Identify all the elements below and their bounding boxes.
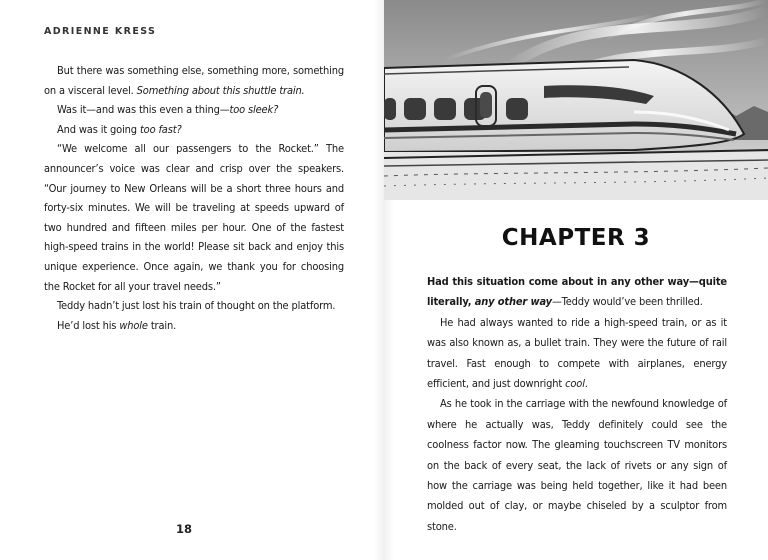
right-body-text <box>427 272 727 537</box>
paragraph: He had always wanted to ride a high-speed train, or as it was also known as, a bullet train. They were the future of rail travel. Fast enough to compete with airplanes, energy efficient, and just downright cool. <box>427 315 727 391</box>
paragraph: Teddy hadn’t just lost his train of thought on the platform. <box>57 299 336 313</box>
paragraph: Was it—and was this even a thing—too sleek? <box>57 103 279 117</box>
paragraph: But there was something else, something more, something on a visceral level. Something about this shuttle train. <box>44 64 344 97</box>
page-number: 18 <box>176 522 193 536</box>
bullet-train-drawing <box>384 0 768 200</box>
bullet-train-illustration <box>384 0 768 200</box>
paragraph: And was it going too fast? <box>57 122 182 136</box>
paragraph: He’d lost his whole train. <box>57 318 177 332</box>
paragraph: As he took in the carriage with the newfound knowledge of where he actually was, Teddy definitely could see the coolness factor now. The gleaming touchscreen TV monitors on the back of every seat, the lack of rivets or any sign of how the carriage was being held together, like it had been molded out of clay, or maybe chiseled by a sculptor from stone. <box>427 397 727 533</box>
paragraph: Had this situation come about in any other way—quite literally, any other way—Teddy would’ve been thrilled. <box>427 275 727 309</box>
paragraph: “We welcome all our passengers to the Rocket.” The announcer’s voice was clear and crisp over the speakers. “Our journey to New Orleans will be a short three hours and forty-six minutes. We will be traveling at speeds upward of two hundred and fifteen miles per hour. One of the fastest high-speed trains in the world! Please sit back and enjoy this unique experience. Once again, we thank you for choosing the Rocket for all your travel needs.” <box>44 142 344 293</box>
chapter-title: CHAPTER 3 <box>501 225 651 251</box>
left-body-text <box>44 61 344 335</box>
running-head: ADRIENNE KRESS <box>44 26 157 37</box>
